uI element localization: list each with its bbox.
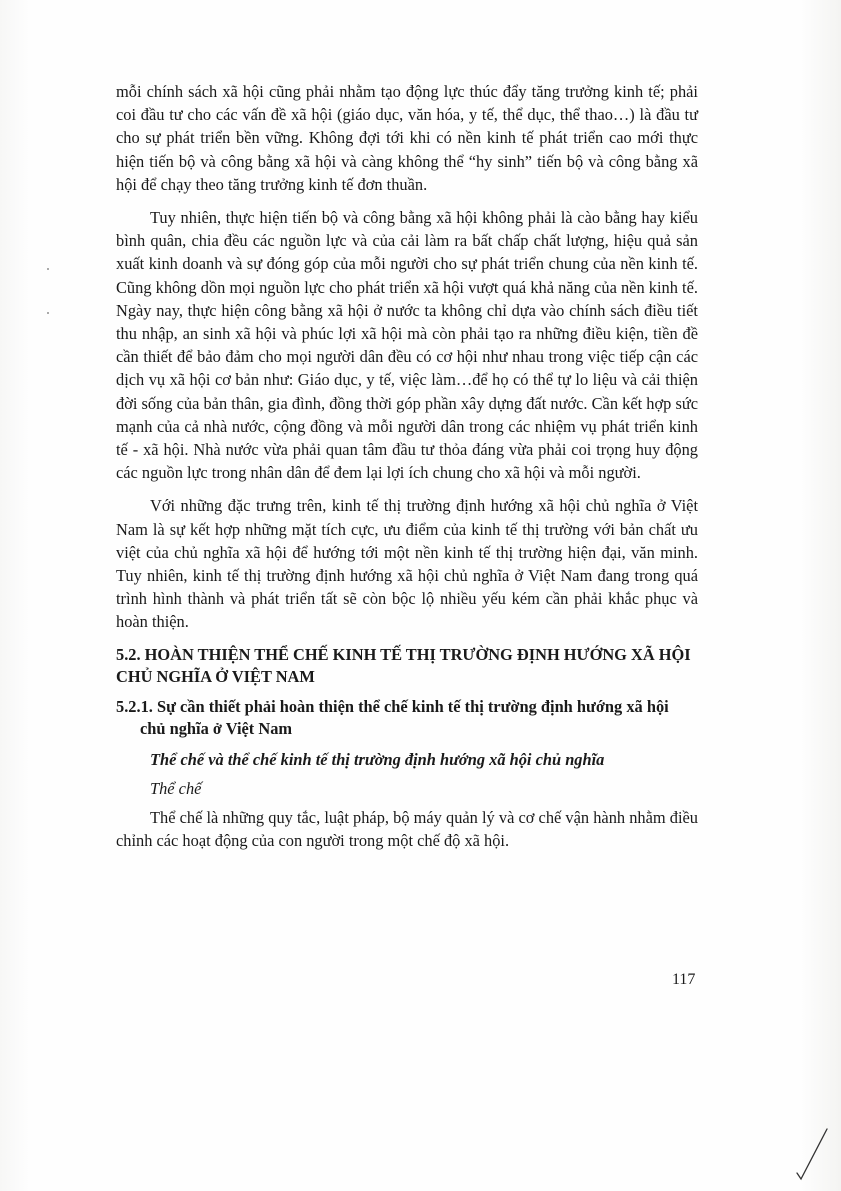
topic-heading: Thể chế và thể chế kinh tế thị trường định hướng xã hội chủ nghĩa xyxy=(150,749,605,769)
scan-speck xyxy=(47,268,49,270)
page-number: 117 xyxy=(672,971,696,988)
paragraph-1: mỗi chính sách xã hội cũng phải nhằm tạo động lực thúc đẩy tăng trưởng kinh tế; phải coi đầu tư cho các vấn đề xã hội (giáo dục, văn hóa, y tế, thể dục, thể thao…) là đầu tư cho sự phát triển bền vững. Không đợi tới khi có nền kinh tế phát triển cao mới thực hiện tiến bộ và công bằng xã hội và càng không thể “hy sinh” tiến bộ và công bằng xã hội để chạy theo tăng trưởng kinh tế đơn thuần. xyxy=(116,82,698,194)
paragraph-3: Với những đặc trưng trên, kinh tế thị trường định hướng xã hội chủ nghĩa ở Việt Nam là sự kết hợp những mặt tích cực, ưu điểm của kinh tế thị trường với bản chất ưu việt của chủ nghĩa xã hội để hướng tới một nền kinh tế thị trường hiện đại, văn minh. Tuy nhiên, kinh tế thị trường định hướng xã hội chủ nghĩa ở Việt Nam đang trong quá trình hình thành và phát triển tất sẽ còn bộc lộ nhiều yếu kém cần phải khắc phục và hoàn thiện. xyxy=(116,496,698,632)
definition-paragraph: Thể chế là những quy tắc, luật pháp, bộ máy quản lý và cơ chế vận hành nhằm điều chỉnh các hoạt động của con người trong một chế độ xã hội. xyxy=(116,808,698,851)
page-body xyxy=(116,80,698,852)
scan-speck xyxy=(47,312,49,314)
paragraph-2: Tuy nhiên, thực hiện tiến bộ và công bằng xã hội không phải là cào bằng hay kiểu bình quân, chia đều các nguồn lực và của cải làm ra bất chấp chất lượng, hiệu quả sản xuất kinh doanh và sự đóng góp của mỗi người cho sự phát triển chung của nền kinh tế. Cũng không dồn mọi nguồn lực cho phát triển xã hội vượt quá khả năng của nền kinh tế. Ngày nay, thực hiện công bằng xã hội ở nước ta không chỉ dựa vào chính sách điều tiết thu nhập, an sinh xã hội và phúc lợi xã hội mà còn phải tạo ra những điều kiện, tiền đề cần thiết để bảo đảm cho mọi người dân đều có cơ hội như nhau trong việc tiếp cận các dịch vụ xã hội cơ bản như: Giáo dục, y tế, việc làm…để họ có thể tự lo liệu và cải thiện đời sống của bản thân, gia đình, đồng thời góp phần xây dựng đất nước. Cần kết hợp sức mạnh của cả nhà nước, cộng đồng và mỗi người dân trong các nhiệm vụ phát triển kinh tế - xã hội. Nhà nước vừa phải quan tâm đầu tư thỏa đáng vừa phải coi trọng huy động các nguồn lực trong nhân dân để đem lại lợi ích chung cho xã hội và mỗi người. xyxy=(116,208,698,483)
pen-check-mark xyxy=(791,1121,831,1181)
subsection-heading: 5.2.1. Sự cần thiết phải hoàn thiện thể chế kinh tế thị trường định hướng xã hội chủ nghĩa ở Việt Nam xyxy=(116,696,669,738)
section-heading: 5.2. HOÀN THIỆN THỂ CHẾ KINH TẾ THỊ TRƯỜNG ĐỊNH HƯỚNG XÃ HỘI CHỦ NGHĨA Ở VIỆT NAM xyxy=(116,644,691,686)
term-heading: Thể chế xyxy=(150,778,202,798)
